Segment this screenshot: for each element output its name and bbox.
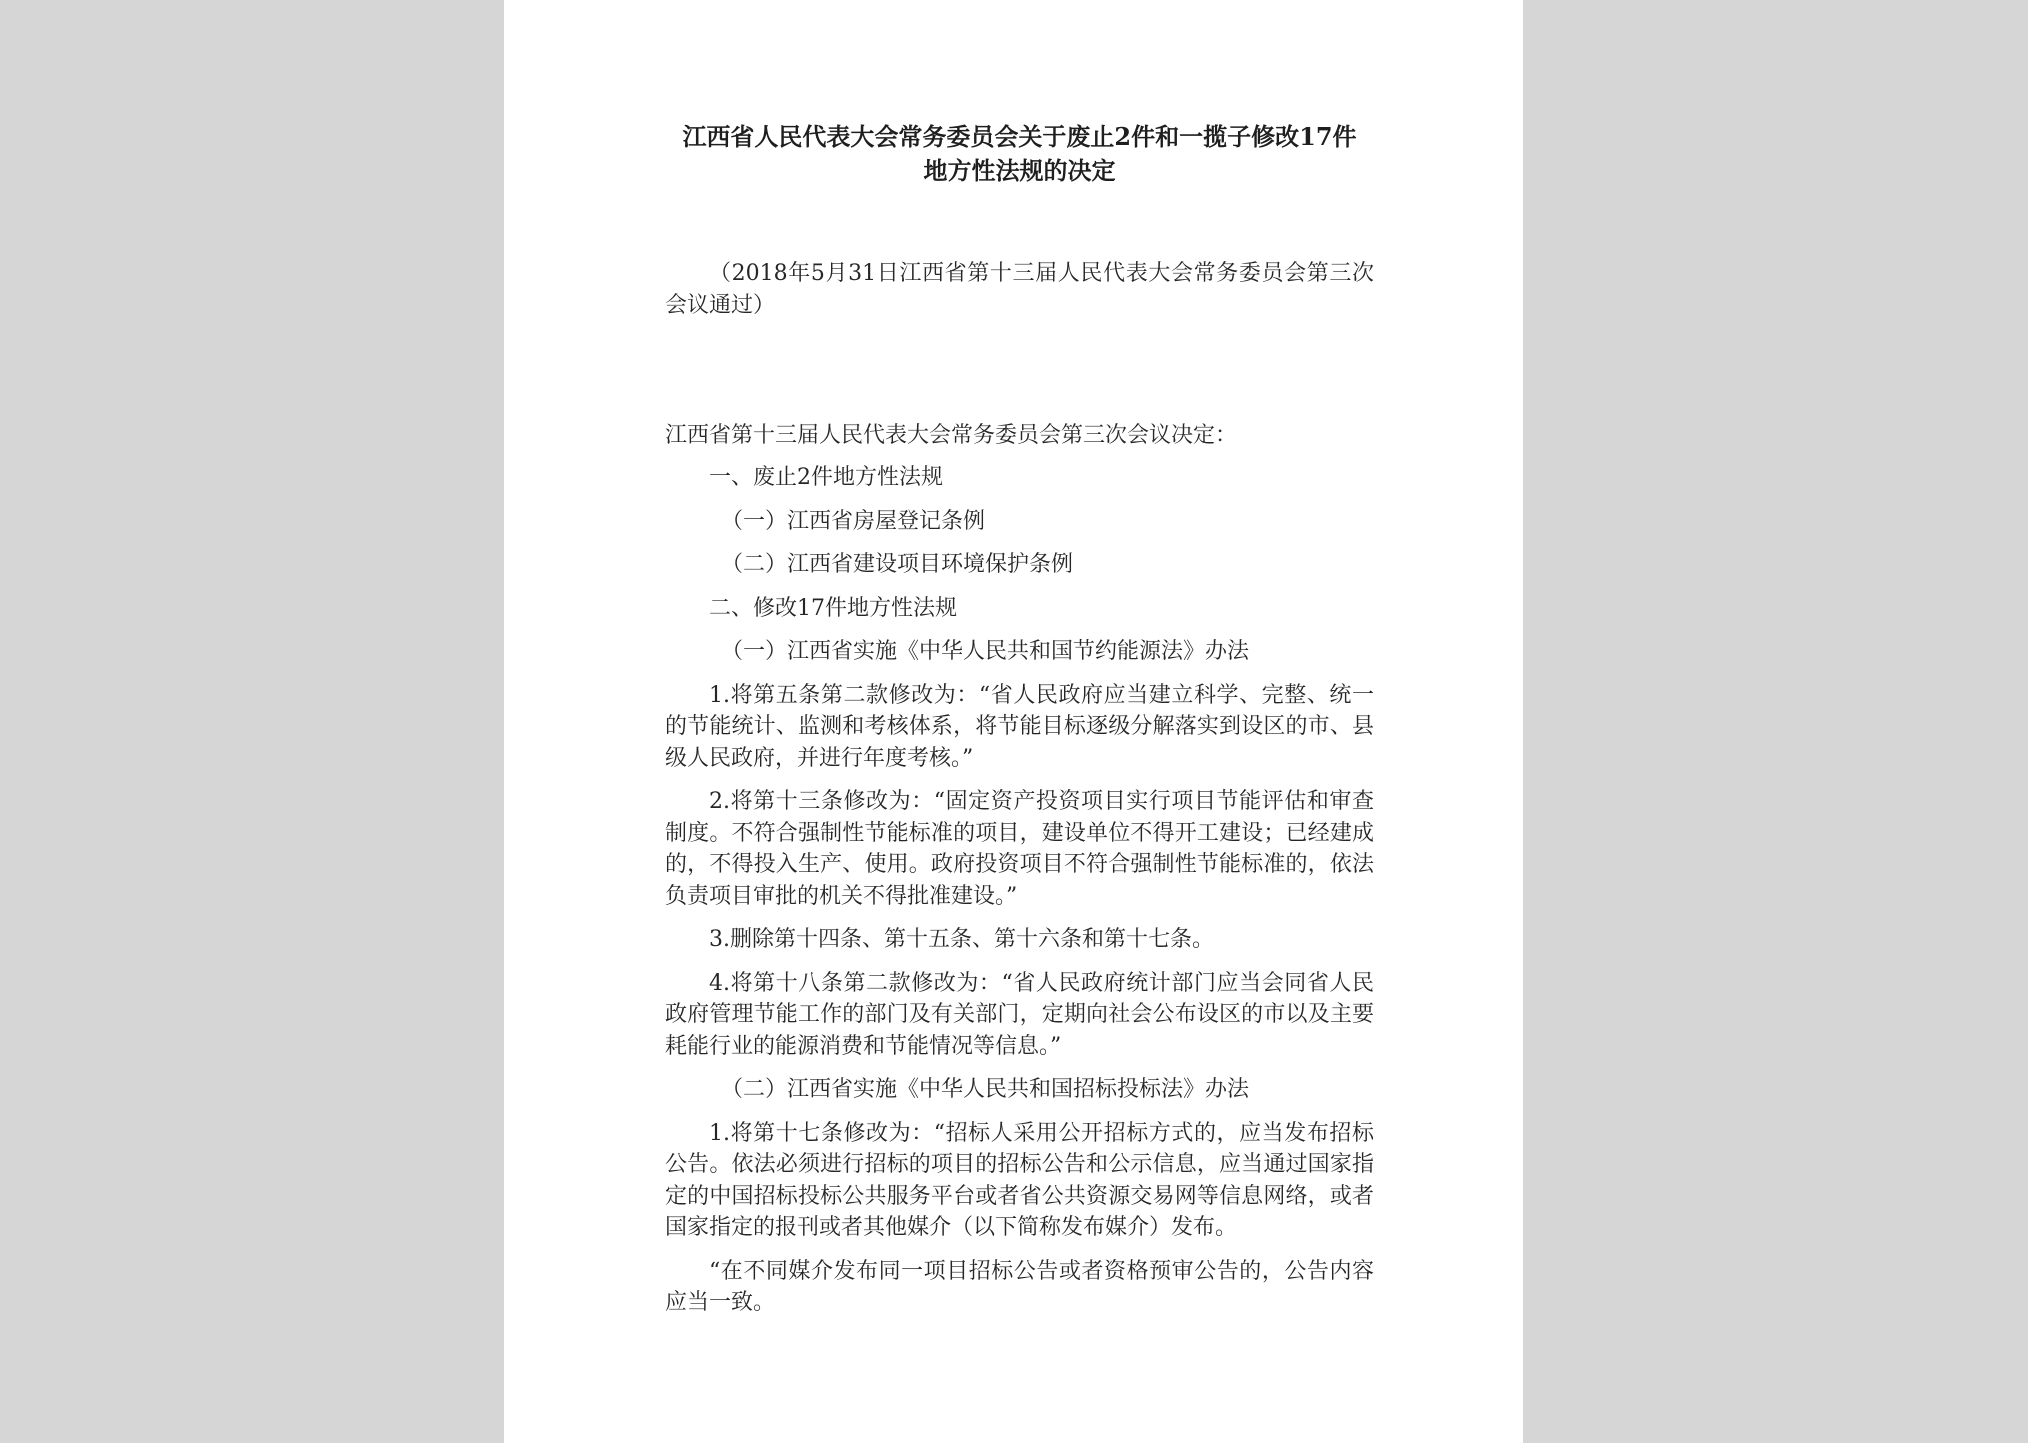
amendment-paragraph: 3.删除第十四条、第十五条、第十六条和第十七条。 <box>709 927 1214 952</box>
adoption-note: （2018年5月31日江西省第十三届人民代表大会常务委员会第三次会议通过） <box>665 261 1374 318</box>
section-heading-repeal: 一、废止2件地方性法规 <box>709 465 943 490</box>
amendment-paragraph: 1.将第五条第二款修改为：“省人民政府应当建立科学、完整、统一的节能统计、监测和考核体系，将节能目标逐级分解落实到设区的市、县级人民政府，并进行年度考核。” <box>665 682 1374 771</box>
document-body <box>665 116 1374 1319</box>
document-title <box>665 116 1374 188</box>
decision-intro: 江西省第十三届人民代表大会常务委员会第三次会议决定： <box>665 423 1238 448</box>
repeal-item-1: （一）江西省房屋登记条例 <box>721 508 986 534</box>
amendment-paragraph: 1.将第十七条修改为：“招标人采用公开招标方式的，应当发布招标公告。依法必须进行招标的项目的招标公告和公示信息，应当通过国家指定的中国招标投标公共服务平台或者省公共资源交易网等信息网络，或者国家指定的报刊或者其他媒介（以下简称发布媒介）发布。 <box>665 1120 1374 1240</box>
amendment-paragraph: 4.将第十八条第二款修改为：“省人民政府统计部门应当会同省人民政府管理节能工作的部门及有关部门，定期向社会公布设区的市以及主要耗能行业的能源消费和节能情况等信息。” <box>665 970 1374 1059</box>
regulation-heading-tendering: （二）江西省实施《中华人民共和国招标投标法》办法 <box>721 1077 1250 1102</box>
title-line-1: 江西省人民代表大会常务委员会关于废止2件和一揽子修改17件 <box>682 122 1357 151</box>
title-line-2: 地方性法规的决定 <box>923 156 1116 185</box>
amendment-paragraph: 2.将第十三条修改为：“固定资产投资项目实行项目节能评估和审查制度。不符合强制性节能标准的项目，建设单位不得开工建设；已经建成的，不得投入生产、使用。政府投资项目不符合强制性节能标准的，依法负责项目审批的机关不得批准建设。” <box>665 789 1374 909</box>
section-heading-amend: 二、修改17件地方性法规 <box>709 595 957 621</box>
repeal-item-2: （二）江西省建设项目环境保护条例 <box>721 552 1074 577</box>
regulation-heading-energy: （一）江西省实施《中华人民共和国节约能源法》办法 <box>721 639 1250 664</box>
document-page <box>504 0 1523 1443</box>
amendment-paragraph: “在不同媒介发布同一项目招标公告或者资格预审公告的，公告内容应当一致。 <box>665 1258 1374 1315</box>
